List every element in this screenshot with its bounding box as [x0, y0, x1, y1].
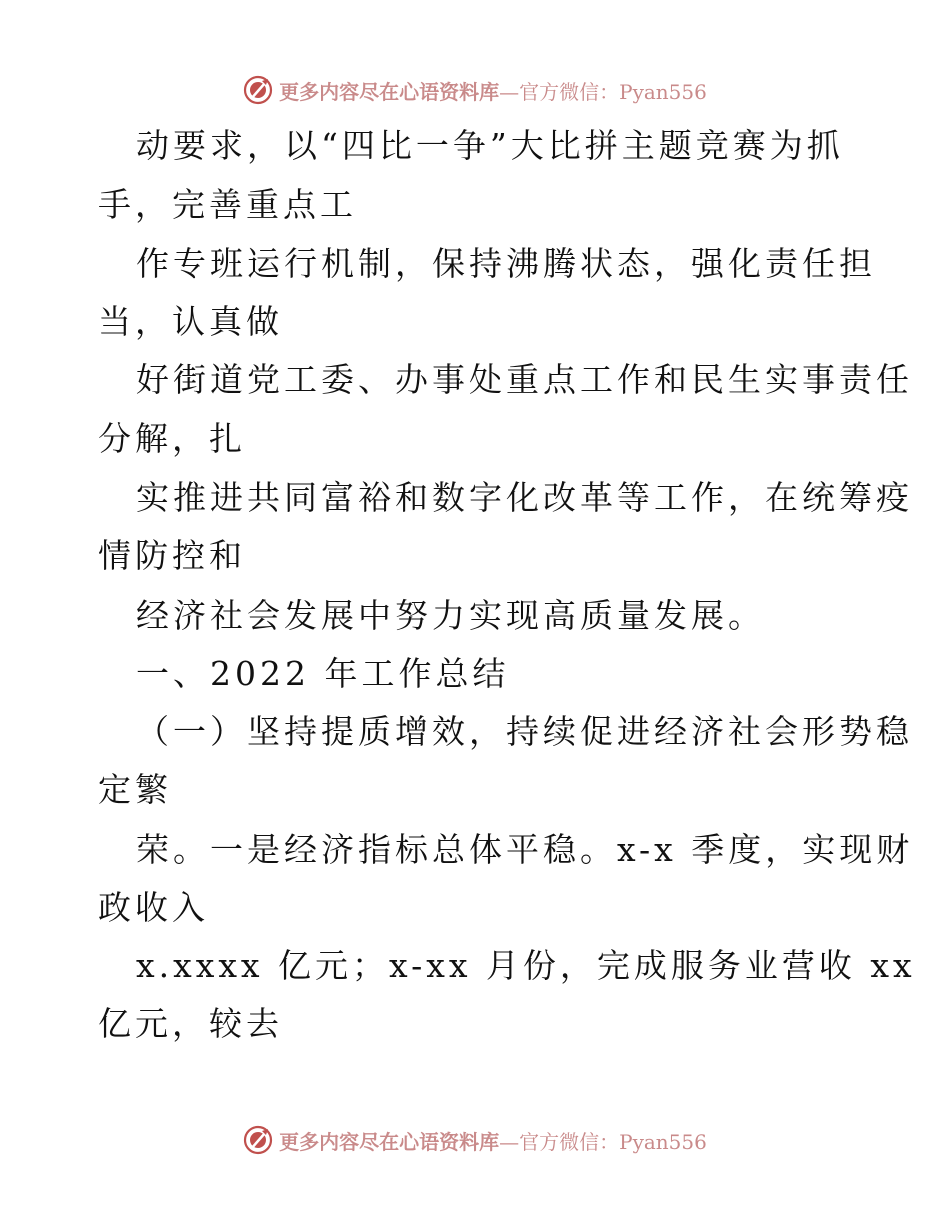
watermark-dash: —: [499, 79, 520, 104]
body-line: 好街道党工委、办事处重点工作和民生实事责任: [136, 360, 913, 399]
section-heading: 一、2022 年工作总结: [136, 654, 510, 693]
watermark-wechat: 官方微信：Pyan556: [519, 1129, 707, 1154]
body-line: 情防控和: [98, 536, 246, 575]
watermark-dash: —: [499, 1129, 520, 1154]
body-line: 实推进共同富裕和数字化改革等工作，在统筹疫: [136, 478, 913, 517]
watermark-text: 更多内容尽在心语资料库: [279, 1129, 500, 1154]
watermark-wechat: 官方微信：Pyan556: [519, 79, 707, 104]
body-line: 定繁: [98, 770, 172, 809]
body-line: 分解，扎: [98, 419, 246, 458]
body-line: 政收入: [98, 888, 209, 927]
body-line: 手，完善重点工: [98, 185, 357, 224]
body-line: 作专班运行机制，保持沸腾状态，强化责任担: [136, 244, 876, 283]
body-line: 动要求，以“四比一争”大比拼主题竞赛为抓: [136, 126, 844, 165]
body-line: x.xxxx 亿元；x-xx 月份，完成服务业营收 xx: [136, 946, 916, 985]
subsection-heading: （一）坚持提质增效，持续促进经济社会形势稳: [136, 712, 913, 751]
body-line: 荣。一是经济指标总体平稳。x-x 季度，实现财: [136, 830, 914, 869]
body-line: 亿元，较去: [98, 1004, 283, 1043]
footer-watermark: [0, 1120, 950, 1160]
body-line: 当，认真做: [98, 302, 283, 341]
watermark-text: 更多内容尽在心语资料库: [279, 79, 500, 104]
body-line: 经济社会发展中努力实现高质量发展。: [136, 596, 765, 635]
pen-logo-icon: [243, 1125, 273, 1155]
